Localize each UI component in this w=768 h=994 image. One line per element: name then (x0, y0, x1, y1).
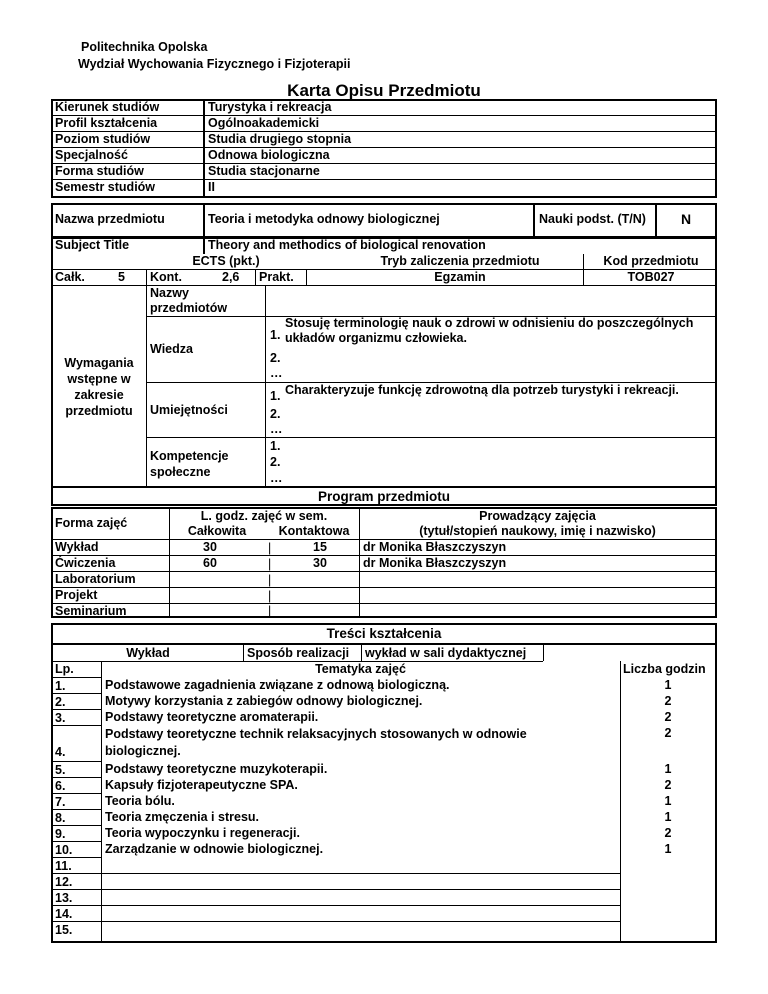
subject-code-label: Kod przedmiotu (603, 254, 699, 268)
lp-number: 14. (55, 907, 73, 921)
skills-item-2-num: 2. (270, 407, 281, 421)
basic-science-value: N (680, 211, 692, 227)
ects-contact-label: Kont. (150, 270, 182, 284)
lp-number: 8. (55, 811, 66, 825)
topic: Podstawy teoretyczne muzykoterapii. (105, 762, 328, 776)
knowledge-item-1-num: 1. (270, 328, 281, 342)
lp-number: 15. (55, 923, 73, 937)
program-contact: 15 (313, 540, 327, 554)
lp-number: 9. (55, 827, 66, 841)
program-form: Ćwiczenia (55, 556, 116, 570)
subject-title-label: Subject Title (55, 238, 130, 252)
lp-number: 2. (55, 695, 66, 709)
lp-number: 10. (55, 843, 73, 857)
content-method-value: wykład w sali dydaktycznej (365, 646, 527, 660)
program-total: 60 (203, 556, 217, 570)
hours-contact-label: Kontaktowa (278, 524, 350, 538)
topic: Teoria wypoczynku i regeneracji. (105, 826, 300, 840)
study-value: Studia stacjonarne (208, 164, 320, 178)
topic-hours: 2 (664, 826, 672, 840)
subject-code-value: TOB027 (627, 270, 675, 284)
lp-number: 11. (55, 859, 72, 873)
topic-hours: 1 (664, 794, 672, 808)
study-value: Turystyka i rekreacja (208, 100, 332, 114)
basic-science-label: Nauki podst. (T/N) (539, 212, 646, 226)
topic-hours: 1 (664, 678, 672, 692)
topic-hours: 2 (664, 726, 672, 740)
program-teacher: dr Monika Błaszczyszyn (363, 556, 507, 570)
study-label: Semestr studiów (55, 180, 156, 194)
topic-hours: 1 (664, 842, 672, 856)
skills-label: Umiejętności (150, 403, 228, 417)
study-value: II (208, 180, 215, 194)
program-sep: | (268, 573, 272, 587)
program-sep: | (268, 604, 272, 618)
content-method-label: Sposób realizacji (247, 646, 350, 660)
topic: Podstawy teoretyczne technik relaksacyjnych stosowanych w odnowie biologicznej. (105, 727, 527, 758)
ects-practical-label: Prakt. (259, 270, 294, 284)
lp-number: 6. (55, 779, 66, 793)
topic: Teoria bólu. (105, 794, 175, 808)
topic: Motywy korzystania z zabiegów odnowy biologicznej. (105, 694, 423, 708)
topic-hours: 2 (664, 710, 672, 724)
program-sep: | (268, 589, 272, 603)
study-value: Odnowa biologiczna (208, 148, 330, 162)
topics-label: Tematyka zajęć (315, 662, 406, 676)
exam-mode-label: Tryb zaliczenia przedmiotu (380, 254, 540, 268)
topic: Podstawowe zagadnienia związane z odnową biologiczną. (105, 678, 450, 692)
study-value: Studia drugiego stopnia (208, 132, 352, 146)
topic-hours: 2 (664, 694, 672, 708)
knowledge-item-1-text: Stosuję terminologię nauk o zdrowi w odnisieniu do poszczególnych układów organizmu człowieka. (285, 316, 694, 345)
topic: Podstawy teoretyczne aromaterapii. (105, 710, 319, 724)
study-value: Ogólnoakademicki (208, 116, 320, 130)
topic: Teoria zmęczenia i stresu. (105, 810, 259, 824)
program-sep: | (268, 557, 272, 571)
page-title: Karta Opisu Przedmiotu (287, 81, 481, 100)
ects-total-label: Całk. (55, 270, 85, 284)
form-label: Forma zajęć (55, 516, 128, 530)
faculty-name: Wydział Wychowania Fizycznego i Fizjoterapii (78, 57, 351, 71)
lp-number: 12. (55, 875, 73, 889)
lp-number: 1. (55, 679, 66, 693)
knowledge-label: Wiedza (150, 342, 193, 356)
lp-label: Lp. (55, 662, 74, 676)
lp-number: 7. (55, 795, 66, 809)
skills-item-1-text: Charakteryzuje funkcję zdrowotną dla potrzeb turystyki i rekreacji. (285, 383, 679, 397)
social-more: … (270, 471, 283, 485)
program-form: Wykład (55, 540, 99, 554)
study-label: Profil kształcenia (55, 116, 158, 130)
ects-label: ECTS (pkt.) (192, 254, 260, 268)
program-form: Projekt (55, 588, 98, 602)
knowledge-more: … (270, 366, 283, 380)
teacher-sublabel: (tytuł/stopień naukowy, imię i nazwisko) (419, 524, 656, 538)
prior-subjects-label: Nazwy przedmiotów (150, 286, 228, 315)
program-teacher: dr Monika Błaszczyszyn (363, 540, 507, 554)
study-label: Specjalność (55, 148, 128, 162)
ects-contact-value: 2,6 (222, 270, 240, 284)
subject-name-label: Nazwa przedmiotu (55, 212, 165, 226)
skills-item-1-num: 1. (270, 389, 281, 403)
program-contact: 30 (313, 556, 327, 570)
program-sep: | (268, 541, 272, 555)
social-competence-label: Kompetencje społeczne (150, 449, 229, 479)
exam-mode-value: Egzamin (434, 270, 486, 284)
topic: Kapsuły fizjoterapeutyczne SPA. (105, 778, 298, 792)
content-title: Treści kształcenia (326, 626, 442, 641)
content-type-label: Wykład (126, 646, 170, 660)
hours-total-label: Całkowita (187, 524, 247, 538)
ects-total-value: 5 (118, 270, 125, 284)
lp-number: 5. (55, 763, 66, 777)
lp-number: 4. (55, 745, 66, 759)
requirements-side-label: Wymagania wstępne w zakresie przedmiotu (64, 356, 134, 418)
lp-number: 3. (55, 711, 66, 725)
topic-hours: 2 (664, 778, 672, 792)
subject-title-value: Theory and methodics of biological renovation (208, 238, 486, 252)
study-label: Forma studiów (55, 164, 144, 178)
lp-number: 13. (55, 891, 73, 905)
subject-name-value: Teoria i metodyka odnowy biologicznej (208, 212, 440, 226)
program-title: Program przedmiotu (317, 489, 450, 504)
university-name: Politechnika Opolska (81, 40, 208, 54)
study-label: Kierunek studiów (55, 100, 160, 114)
skills-more: … (270, 422, 283, 436)
program-form: Seminarium (55, 604, 127, 618)
social-item-2-num: 2. (270, 455, 281, 469)
program-total: 30 (203, 540, 217, 554)
study-label: Poziom studiów (55, 132, 151, 146)
knowledge-item-2-num: 2. (270, 351, 281, 365)
hours-label: L. godz. zajęć w sem. (200, 509, 328, 523)
topic-hours: 1 (664, 810, 672, 824)
teacher-label: Prowadzący zajęcia (479, 509, 596, 523)
hours-count-label: Liczba godzin (623, 662, 706, 676)
social-item-1-num: 1. (270, 439, 281, 453)
topic: Zarządzanie w odnowie biologicznej. (105, 842, 324, 856)
topic-hours: 1 (664, 762, 672, 776)
program-form: Laboratorium (55, 572, 136, 586)
